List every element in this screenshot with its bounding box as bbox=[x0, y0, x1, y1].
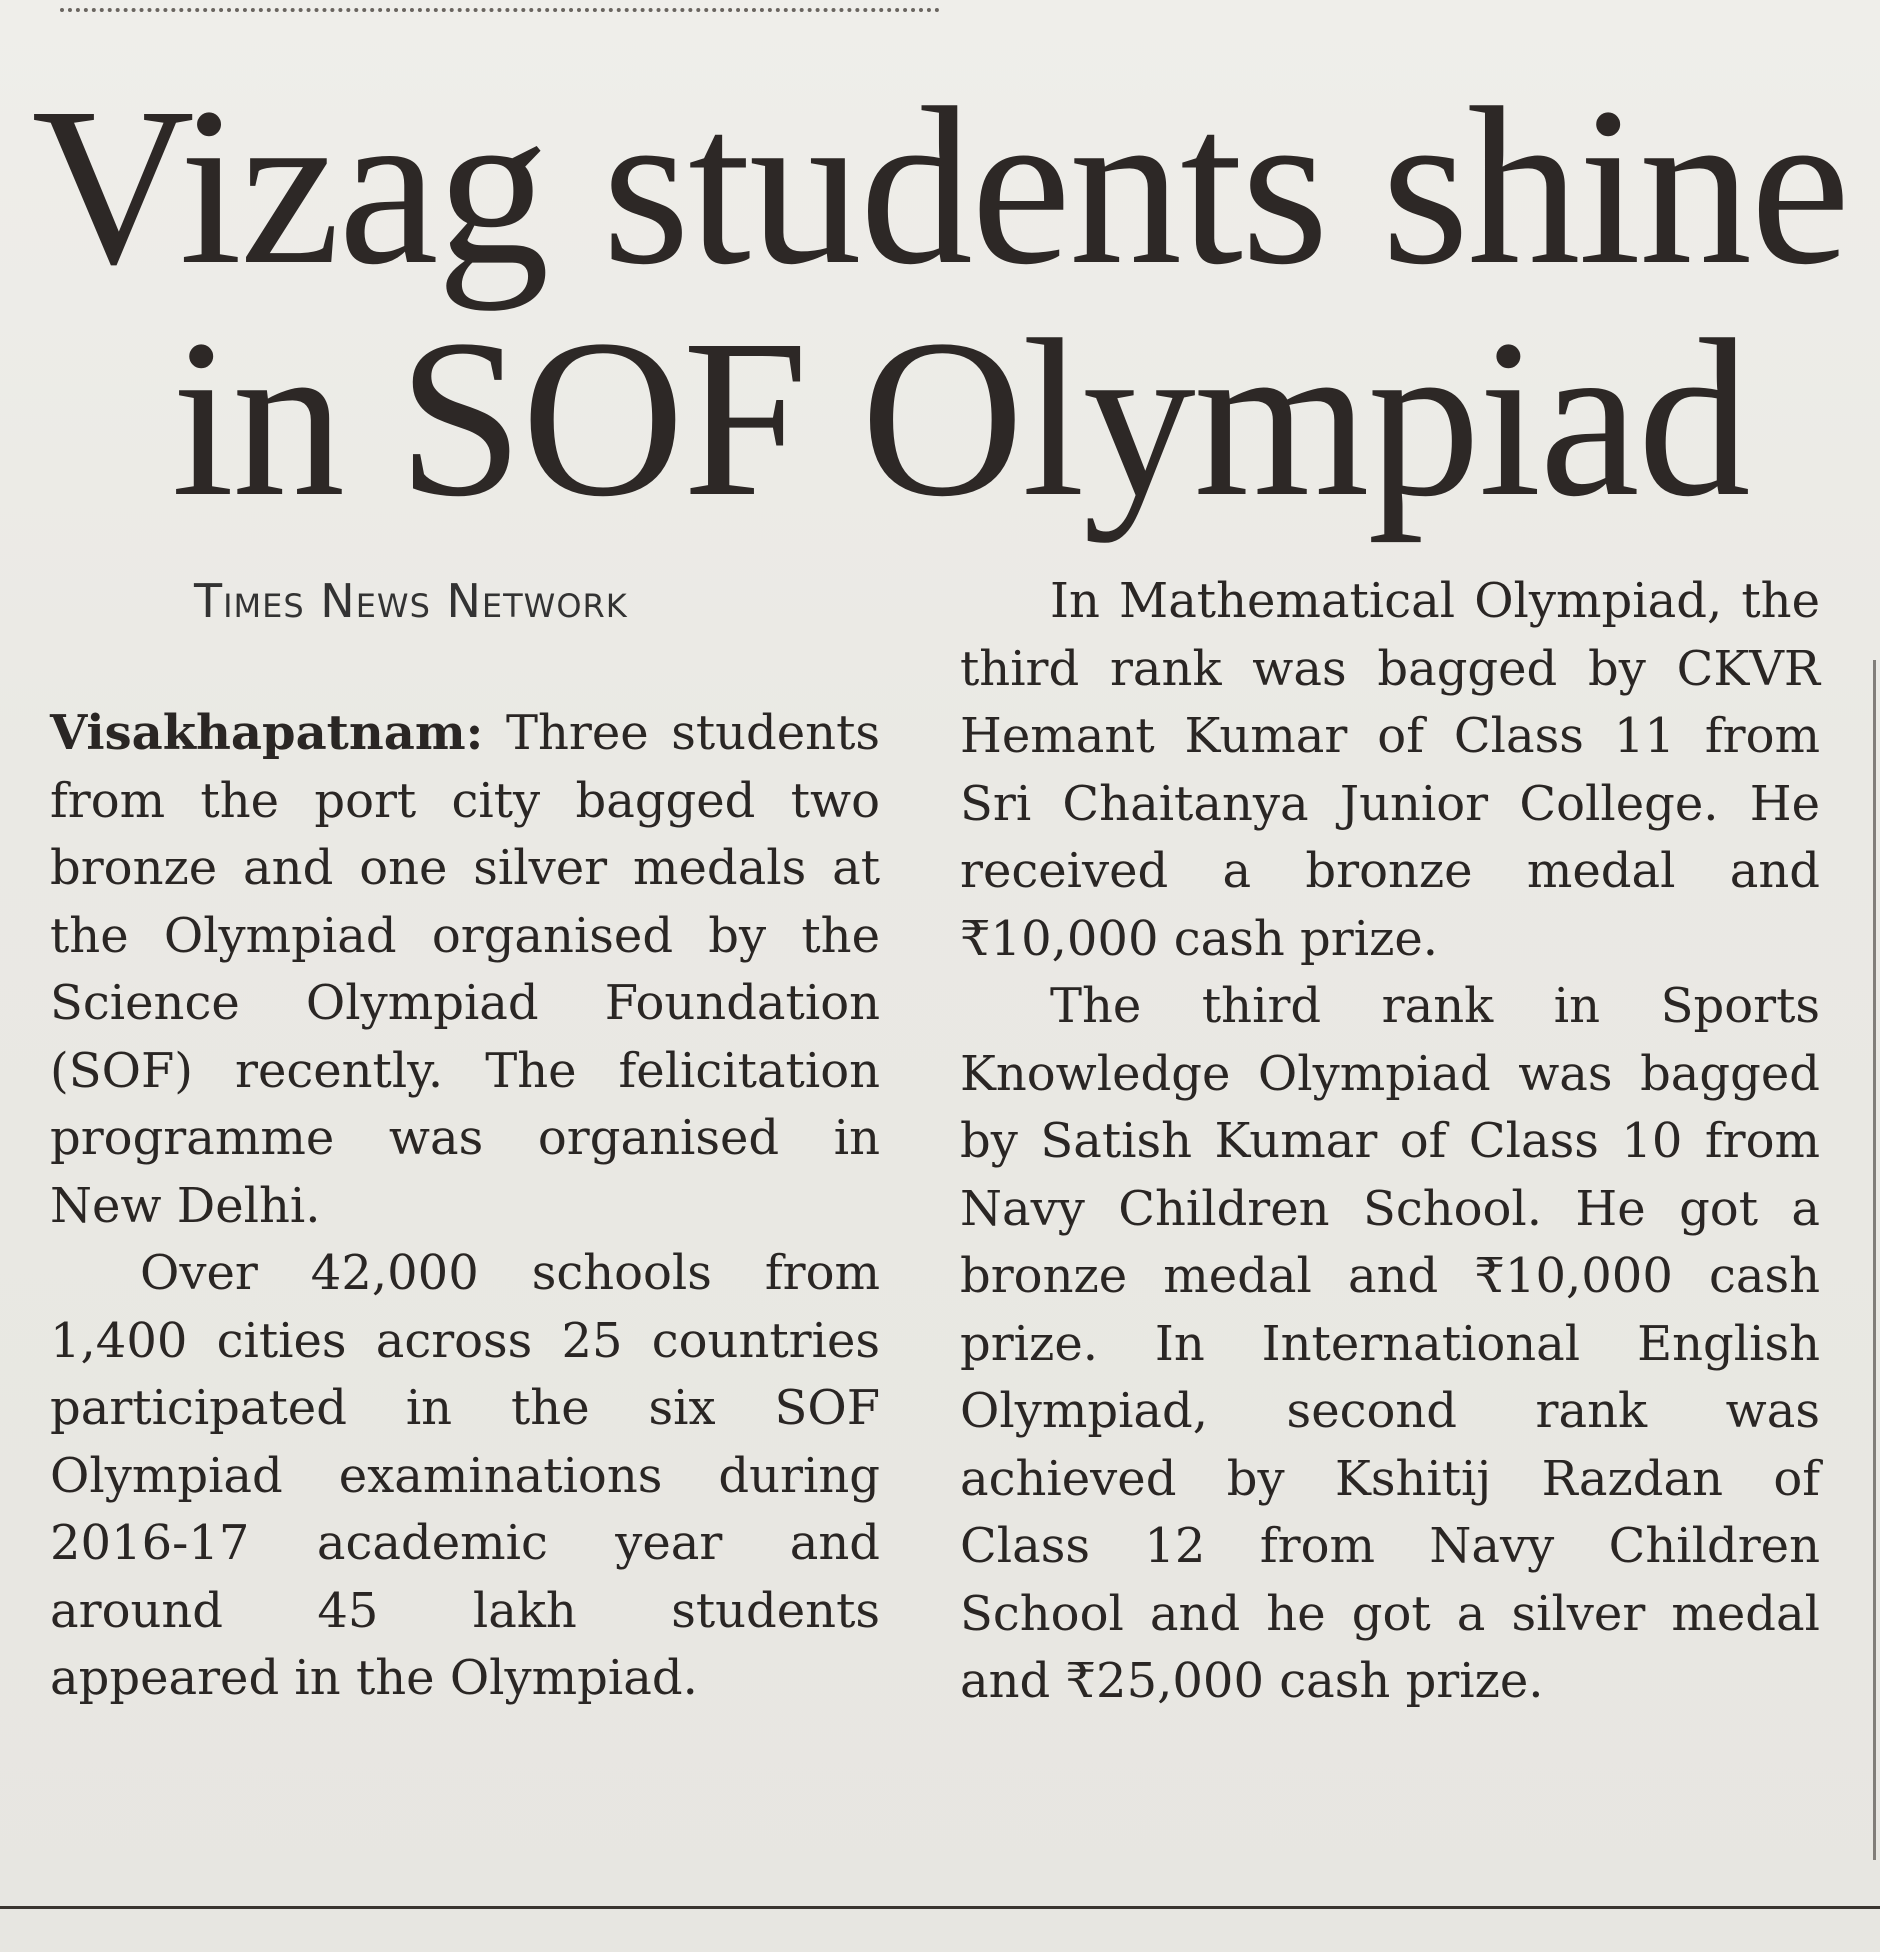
top-dotted-rule bbox=[60, 8, 940, 12]
paragraph-1-text: Three students from the port city bagged two bronze and one silver medals at the Olympiad organised by the Science Olympiad Foundation (SOF) recently. The felicitation programme was organised in New Delhi. bbox=[50, 705, 880, 1234]
article-paragraph-2: Over 42,000 schools from 1,400 cities across 25 countries participated in the six SOF Olympiad examinations during 2016-17 academic year and around 45 lakh students appeared in the Olympiad. bbox=[50, 1245, 880, 1706]
headline-line-1: Vizag students shine bbox=[31, 61, 1849, 311]
article-paragraph-3: In Mathematical Olympiad, the third rank was bagged by CKVR Hemant Kumar of Class 11 from Sri Chaitanya Junior College. He received a bronze medal and ₹10,000 cash prize. bbox=[960, 573, 1820, 967]
headline bbox=[0, 61, 1880, 543]
byline: Times News Network bbox=[194, 574, 628, 628]
article-paragraph-4: The third rank in Sports Knowledge Olympiad was bagged by Satish Kumar of Class 10 from Navy Children School. He got a bronze medal and ₹10,000 cash prize. In International English Olympiad, second rank was achieved by Kshitij Razdan of Class 12 from Navy Children School and he got a silver medal and ₹25,000 cash prize. bbox=[960, 978, 1820, 1709]
dateline: Visakhapatnam: bbox=[50, 705, 484, 761]
bottom-rule bbox=[0, 1906, 1880, 1909]
article-column-right bbox=[960, 568, 1820, 1716]
article-paragraph-1 bbox=[50, 700, 880, 1240]
right-border-line bbox=[1873, 660, 1876, 1860]
headline-line-2: in SOF Olympiad bbox=[171, 293, 1749, 543]
article-column-left bbox=[50, 700, 880, 1713]
